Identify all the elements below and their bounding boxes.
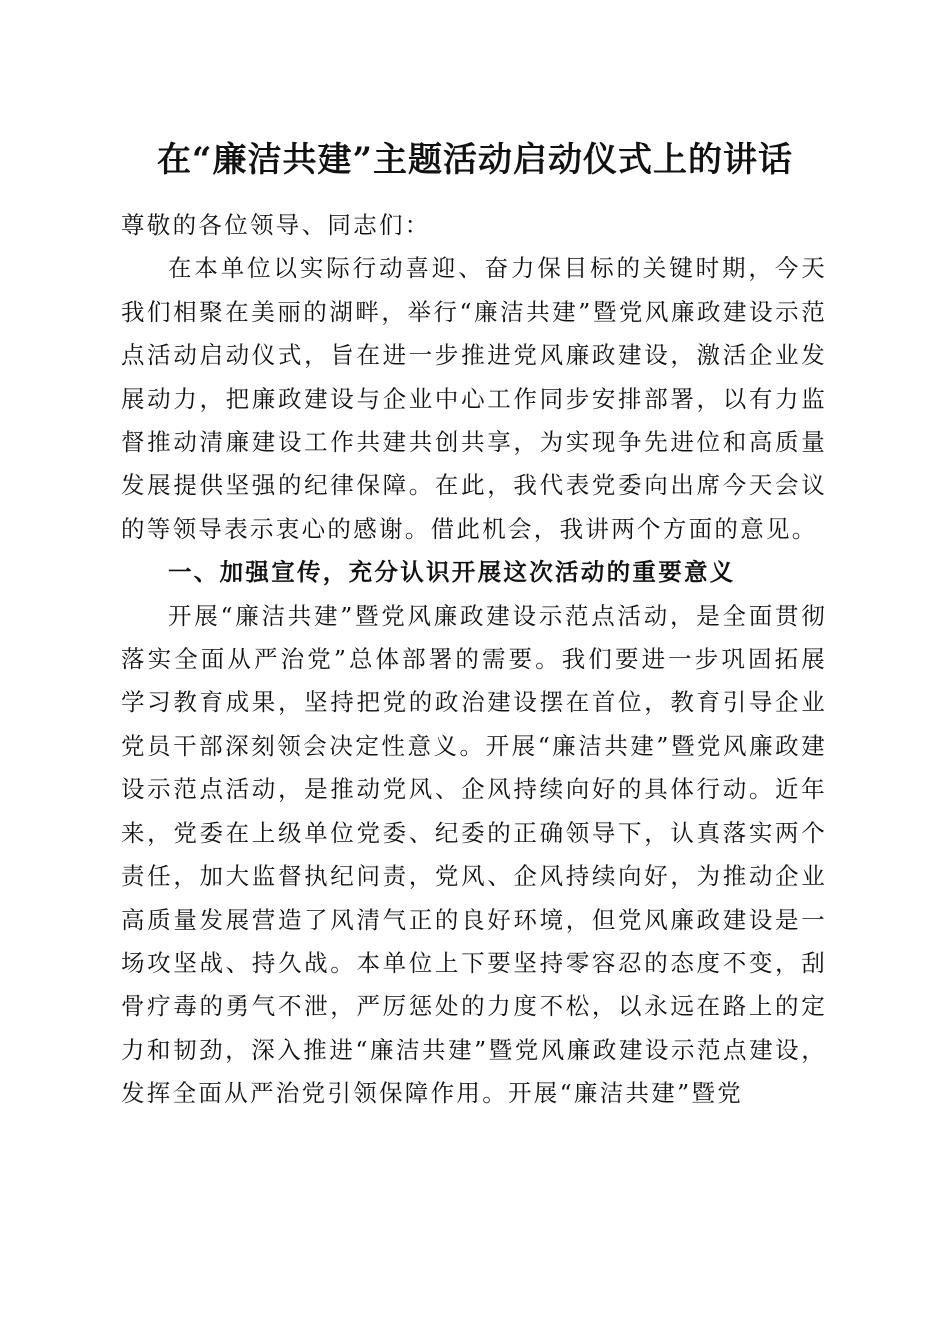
section-heading: 一、加强宣传，充分认识开展这次活动的重要意义 bbox=[168, 558, 736, 587]
document-title: 在“廉洁共建”主题活动启动仪式上的讲话 bbox=[156, 140, 794, 180]
section-paragraph: 开展“廉洁共建”暨党风廉政建设示范点活动，是全面贯彻落实全面从严治党”总体部署的需要。我们要进一步巩固拓展学习教育成果，坚持把党的政治建设摆在首位，教育引导企业党员干部深刻领会决定性意义。开展“廉洁共建”暨党风廉政建设示范点活动，是推动党风、企风持续向好的具体行动。近年来，党委在上级单位党委、纪委的正确领导下，认真落实两个责任，加大监督执纪问责，党风、企风持续向好，为推动企业高质量发展营造了风清气正的良好环境，但党风廉政建设是一场攻坚战、持久战。本单位上下要坚持零容忍的态度不变，刮骨疗毒的勇气不泄，严厉惩处的力度不松，以永远在路上的定力和韧劲，深入推进“廉洁共建”暨党风廉政建设示范点建设，发挥全面从严治党引领保障作用。开展“廉洁共建”暨党 bbox=[121, 601, 827, 1108]
intro-paragraph: 在本单位以实际行动喜迎、奋力保目标的关键时期，今天我们相聚在美丽的湖畔，举行“廉洁共建”暨党风廉政建设示范点活动启动仪式，旨在进一步推进党风廉政建设，激活企业发展动力，把廉政建设与企业中心工作同步安排部署，以有力监督推动清廉建设工作共建共创共享，为实现争先进位和高质量发展提供坚强的纪律保障。在此，我代表党委向出席今天会议的等领导表示衷心的感谢。借此机会，我讲两个方面的意见。 bbox=[121, 254, 827, 543]
document-body bbox=[121, 204, 827, 1116]
salutation: 尊敬的各位领导、同志们： bbox=[121, 211, 431, 239]
